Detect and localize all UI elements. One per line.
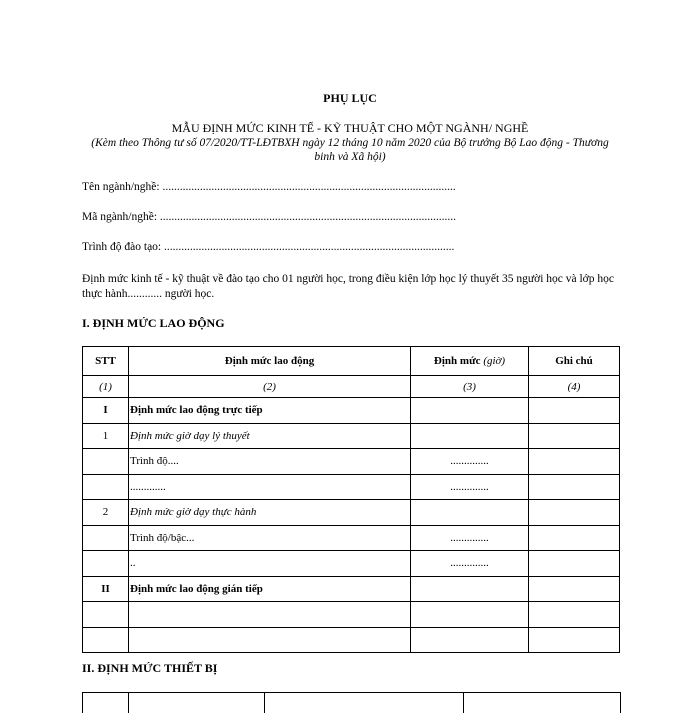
row-note bbox=[529, 602, 620, 628]
table-row bbox=[83, 423, 620, 449]
row-stt bbox=[83, 474, 129, 500]
row-name: Định mức giờ dạy lý thuyết bbox=[129, 423, 411, 449]
col-header-norm-label: Định mức bbox=[433, 355, 481, 367]
row-name: .. bbox=[129, 551, 411, 577]
col-header-norm bbox=[411, 347, 529, 376]
col-header-stt: STT bbox=[83, 347, 129, 376]
row-value bbox=[411, 627, 529, 653]
labor-norms-table bbox=[82, 346, 620, 653]
row-name bbox=[129, 627, 411, 653]
row-stt: I bbox=[83, 398, 129, 424]
row-note bbox=[529, 398, 620, 424]
appendix-title: PHỤ LỤC bbox=[323, 91, 377, 105]
row-value: .............. bbox=[411, 551, 529, 577]
row-name: Trình độ.... bbox=[129, 449, 411, 475]
row-note bbox=[529, 474, 620, 500]
row-name bbox=[129, 602, 411, 628]
intro-paragraph: Định mức kinh tế - kỹ thuật về đào tạo cho 01 người học, trong điều kiện lớp học lý thuyết 35 người học và lớp học thực hành............ người học. bbox=[82, 273, 614, 300]
row-note bbox=[529, 500, 620, 526]
training-level-field: Trình độ đào tạo: ..................................................................................................... bbox=[82, 241, 455, 253]
row-note bbox=[529, 551, 620, 577]
table-divider bbox=[128, 693, 129, 713]
equipment-table-top bbox=[82, 692, 621, 713]
table-row bbox=[83, 576, 620, 602]
major-name-field: Tên ngành/nghề: ...................................................................................................... bbox=[82, 181, 456, 193]
row-value bbox=[411, 602, 529, 628]
row-note bbox=[529, 423, 620, 449]
row-stt bbox=[83, 627, 129, 653]
column-number-row bbox=[83, 376, 620, 398]
row-name: Trình độ/bậc... bbox=[129, 525, 411, 551]
row-note bbox=[529, 576, 620, 602]
table-row bbox=[83, 551, 620, 577]
col-number: (1) bbox=[83, 376, 129, 398]
row-stt bbox=[83, 525, 129, 551]
row-name: Định mức lao động trực tiếp bbox=[129, 398, 411, 424]
col-number: (4) bbox=[529, 376, 620, 398]
table-divider bbox=[264, 693, 265, 713]
row-name: Định mức giờ dạy thực hành bbox=[129, 500, 411, 526]
col-header-name: Định mức lao động bbox=[129, 347, 411, 376]
row-stt: 1 bbox=[83, 423, 129, 449]
row-name: ............. bbox=[129, 474, 411, 500]
table-header-row bbox=[83, 347, 620, 376]
row-value: .............. bbox=[411, 525, 529, 551]
row-name: Định mức lao động gián tiếp bbox=[129, 576, 411, 602]
table-divider bbox=[463, 693, 464, 713]
row-stt: 2 bbox=[83, 500, 129, 526]
col-number: (2) bbox=[129, 376, 411, 398]
row-value bbox=[411, 423, 529, 449]
row-note bbox=[529, 525, 620, 551]
row-value bbox=[411, 500, 529, 526]
row-value bbox=[411, 576, 529, 602]
table-row bbox=[83, 449, 620, 475]
row-note bbox=[529, 449, 620, 475]
document-subtitle: MẪU ĐỊNH MỨC KINH TẾ - KỸ THUẬT CHO MỘT NGÀNH/ NGHỀ bbox=[171, 121, 529, 135]
section-2-heading: II. ĐỊNH MỨC THIẾT BỊ bbox=[82, 661, 218, 675]
row-value bbox=[411, 398, 529, 424]
table-row bbox=[83, 525, 620, 551]
row-note bbox=[529, 627, 620, 653]
table-row bbox=[83, 474, 620, 500]
section-1-heading: I. ĐỊNH MỨC LAO ĐỘNG bbox=[82, 316, 225, 330]
row-stt: II bbox=[83, 576, 129, 602]
row-value: .............. bbox=[411, 449, 529, 475]
table-row bbox=[83, 500, 620, 526]
col-number: (3) bbox=[411, 376, 529, 398]
row-stt bbox=[83, 551, 129, 577]
col-header-note: Ghi chú bbox=[529, 347, 620, 376]
table-row bbox=[83, 627, 620, 653]
col-header-norm-unit: (giờ) bbox=[483, 355, 506, 367]
row-value: .............. bbox=[411, 474, 529, 500]
row-stt bbox=[83, 449, 129, 475]
document-note: (Kèm theo Thông tư số 07/2020/TT-LĐTBXH ngày 12 tháng 10 năm 2020 của Bộ trưởng Bộ Lao động - Thương binh và Xã hội) bbox=[91, 137, 609, 163]
table-row bbox=[83, 398, 620, 424]
major-code-field: Mã ngành/nghề: ....................................................................................................... bbox=[82, 211, 457, 223]
table-row bbox=[83, 602, 620, 628]
row-stt bbox=[83, 602, 129, 628]
